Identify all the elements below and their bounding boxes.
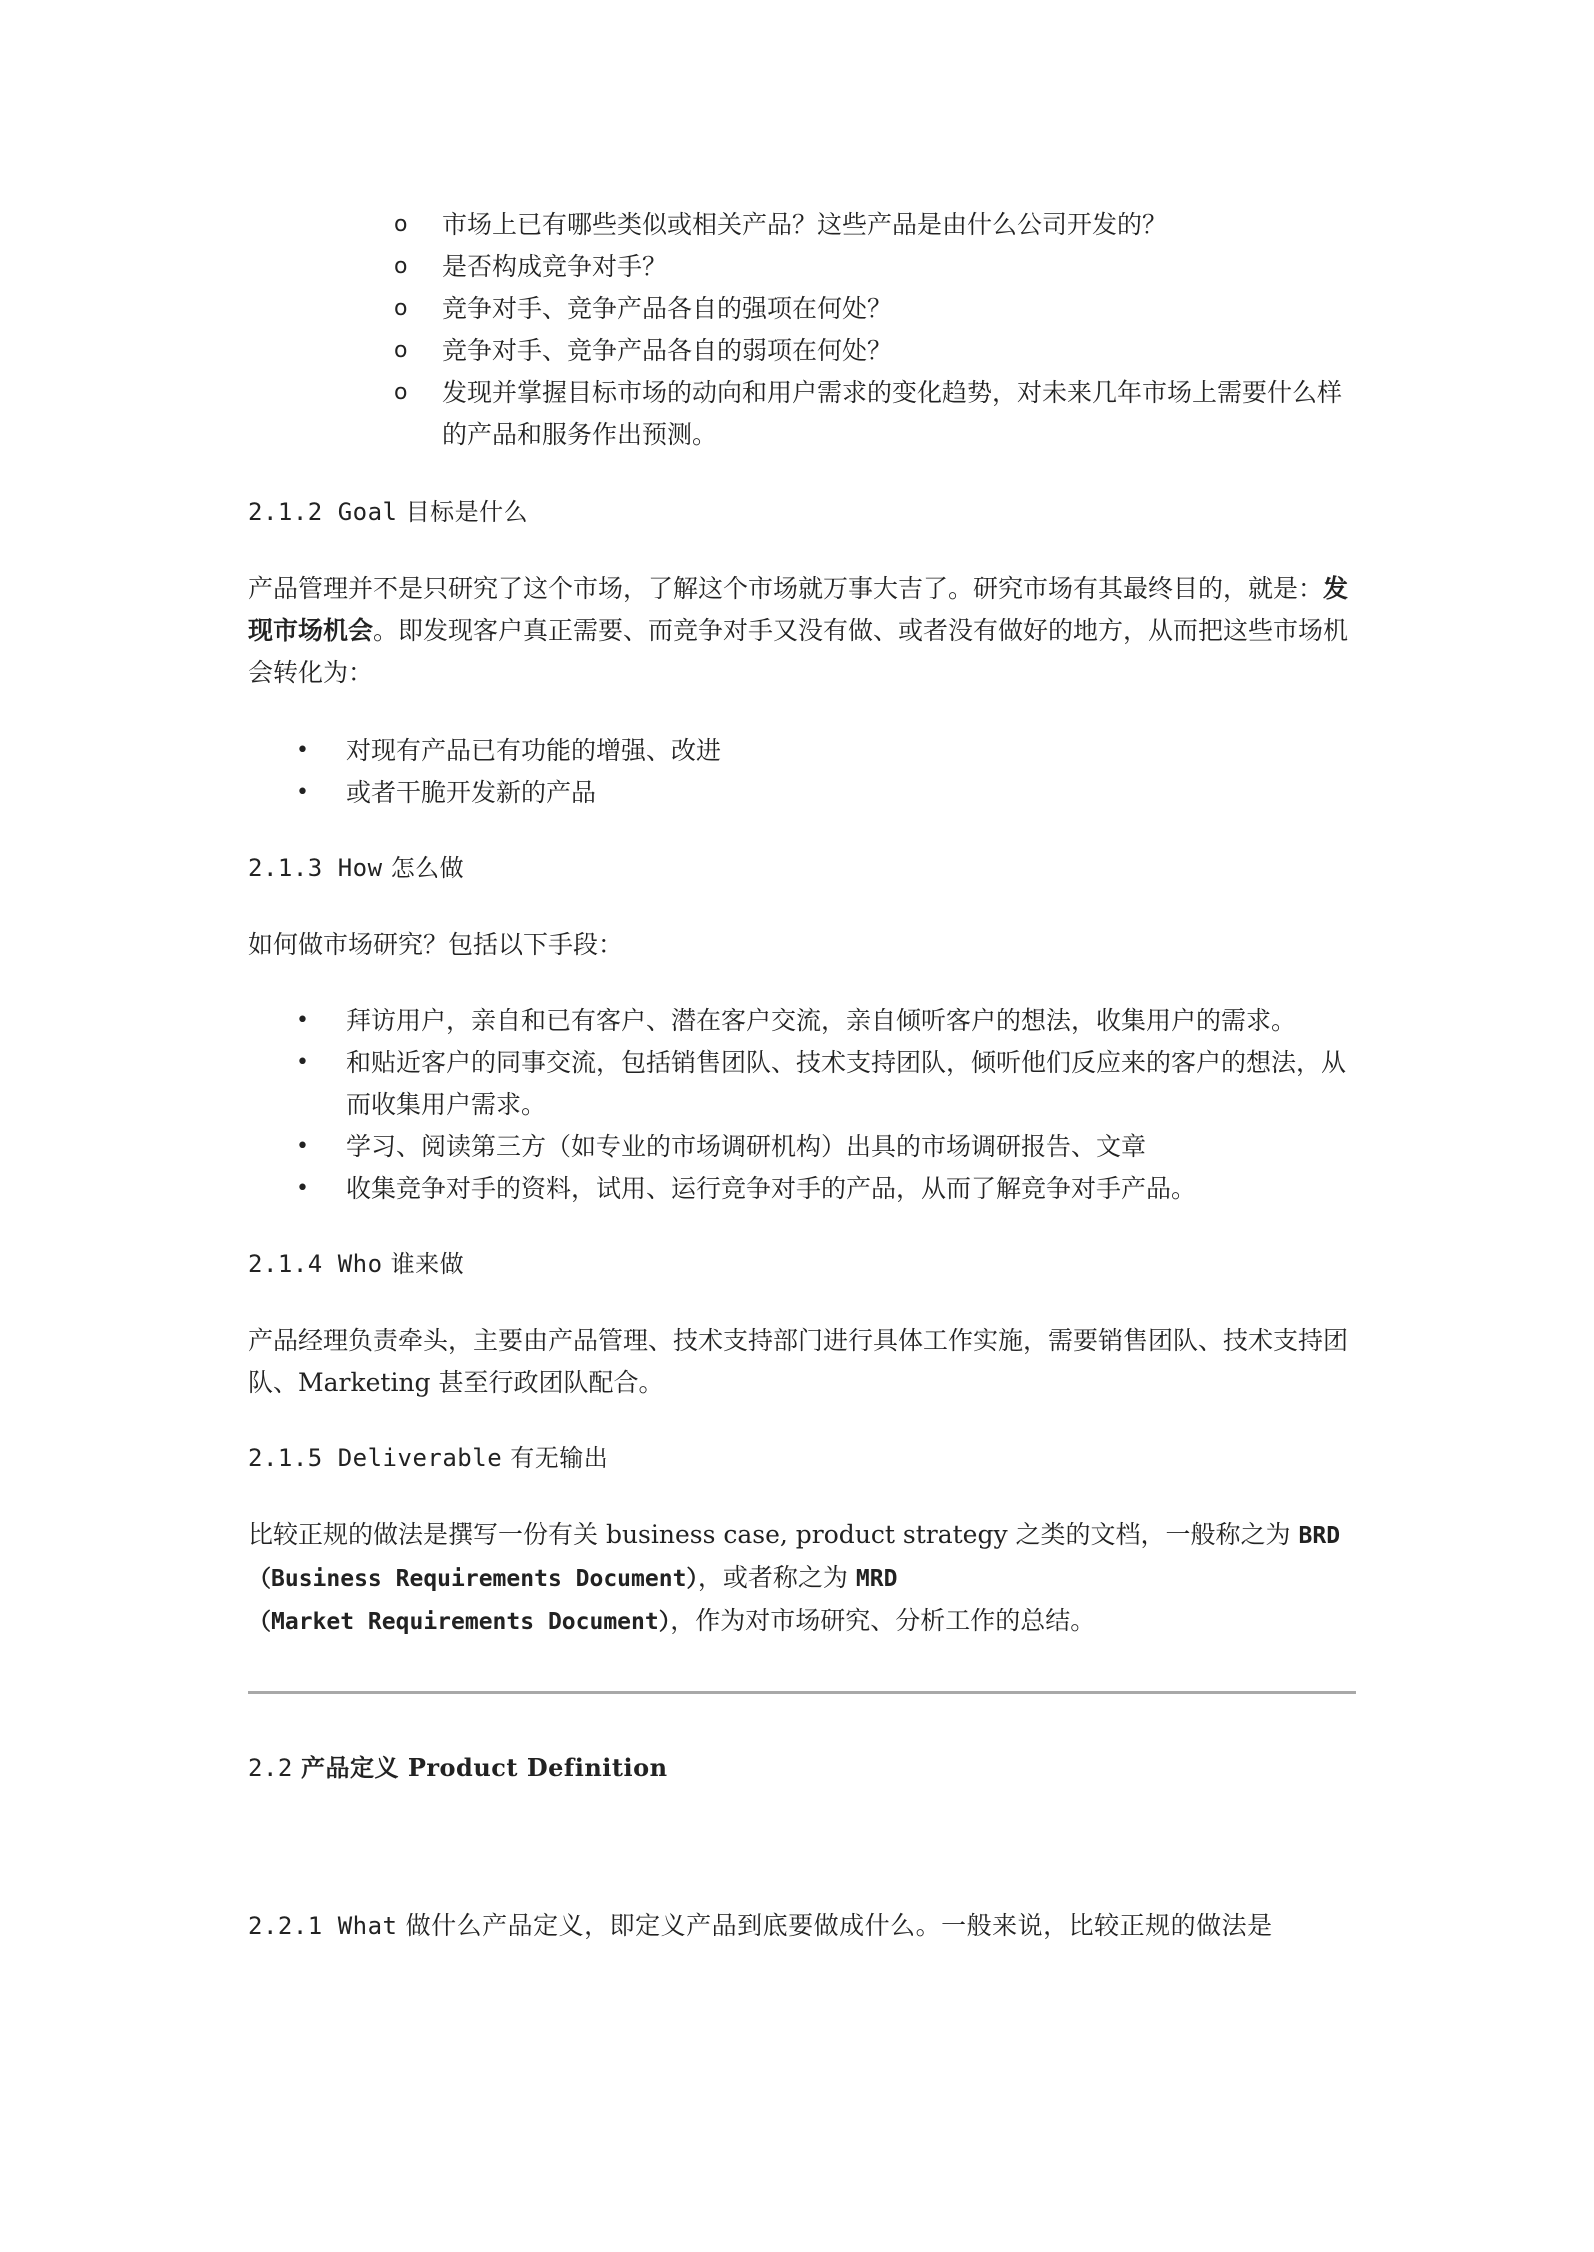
how-list: [248, 1000, 1356, 1210]
document-page: [248, 190, 1356, 1946]
goal-paragraph: 产品管理并不是只研究了这个市场，了解这个市场就万事大吉了。研究市场有其最终目的，就是：发现市场机会。即发现客户真正需要、而竞争对手又没有做、或者没有做好的地方，从而把这些市场机会转化为：: [248, 574, 1349, 687]
section-heading-2-1-5: 2.1.5 Deliverable 有无输出: [248, 1444, 609, 1472]
circle-bullet-icon: o: [394, 380, 408, 405]
section-heading-2-2-1: 2.2.1 What 做什么产品定义，即定义产品到底要做成什么。一般来说，比较正规的做法是: [248, 1911, 1273, 1940]
mrd-term: MRD: [855, 1566, 898, 1592]
circle-bullet-icon: o: [394, 254, 408, 279]
competitor-question-list: [248, 204, 1356, 456]
mrd-term-full: （Market Requirements Document）: [248, 1609, 671, 1635]
section-heading-2-1-3: 2.1.3 How 怎么做: [248, 854, 465, 882]
list-item: o 发现并掌握目标市场的动向和用户需求的变化趋势，对未来几年市场上需要什么样的产品和服务作出预测。: [248, 372, 1356, 456]
section-heading-2-1-4: 2.1.4 Who 谁来做: [248, 1250, 465, 1278]
list-item: o 是否构成竞争对手？: [248, 246, 1356, 288]
disc-bullet-icon: •: [296, 1008, 309, 1033]
disc-bullet-icon: •: [296, 780, 309, 805]
goal-list: [248, 730, 1356, 814]
circle-bullet-icon: o: [394, 296, 408, 321]
list-item: • 收集竞争对手的资料，试用、运行竞争对手的产品，从而了解竞争对手产品。: [248, 1168, 1356, 1210]
disc-bullet-icon: •: [296, 1050, 309, 1075]
deliverable-paragraph: 比较正规的做法是撰写一份有关 business case, product strategy 之类的文档，一般称之为 BRD（Business Requirements Document），或者称之为 MRD （Market Requirements Document），作为对市场研究、分析工作的总结。: [248, 1520, 1341, 1635]
list-item: • 或者干脆开发新的产品: [248, 772, 1356, 814]
how-intro: 如何做市场研究？包括以下手段：: [248, 930, 624, 959]
list-item: o 竞争对手、竞争产品各自的弱项在何处？: [248, 330, 1356, 372]
market-opportunity-emphasis: 发现市场机会: [248, 574, 1349, 645]
list-item: • 和贴近客户的同事交流，包括销售团队、技术支持团队，倾听他们反应来的客户的想法，从而收集用户需求。: [248, 1042, 1356, 1126]
list-item: • 拜访用户，亲自和已有客户、潜在客户交流，亲自倾听客户的想法，收集用户的需求。: [248, 1000, 1356, 1042]
list-item: • 对现有产品已有功能的增强、改进: [248, 730, 1356, 772]
section-heading-2-1-2: 2.1.2 Goal 目标是什么: [248, 498, 529, 526]
disc-bullet-icon: •: [296, 738, 309, 763]
section-heading-2-2: 2.2 产品定义 Product Definition: [248, 1753, 668, 1782]
list-item: o 市场上已有哪些类似或相关产品？这些产品是由什么公司开发的？: [248, 204, 1356, 246]
circle-bullet-icon: o: [394, 212, 408, 237]
disc-bullet-icon: •: [296, 1176, 309, 1201]
who-paragraph: 产品经理负责牵头，主要由产品管理、技术支持部门进行具体工作实施，需要销售团队、技术支持团队、Marketing 甚至行政团队配合。: [248, 1326, 1349, 1397]
circle-bullet-icon: o: [394, 338, 408, 363]
disc-bullet-icon: •: [296, 1134, 309, 1159]
brd-term: BRD（Business Requirements Document）: [248, 1523, 1341, 1592]
section-divider: [248, 1691, 1356, 1694]
list-item: • 学习、阅读第三方（如专业的市场调研机构）出具的市场调研报告、文章: [248, 1126, 1356, 1168]
list-item: o 竞争对手、竞争产品各自的强项在何处？: [248, 288, 1356, 330]
